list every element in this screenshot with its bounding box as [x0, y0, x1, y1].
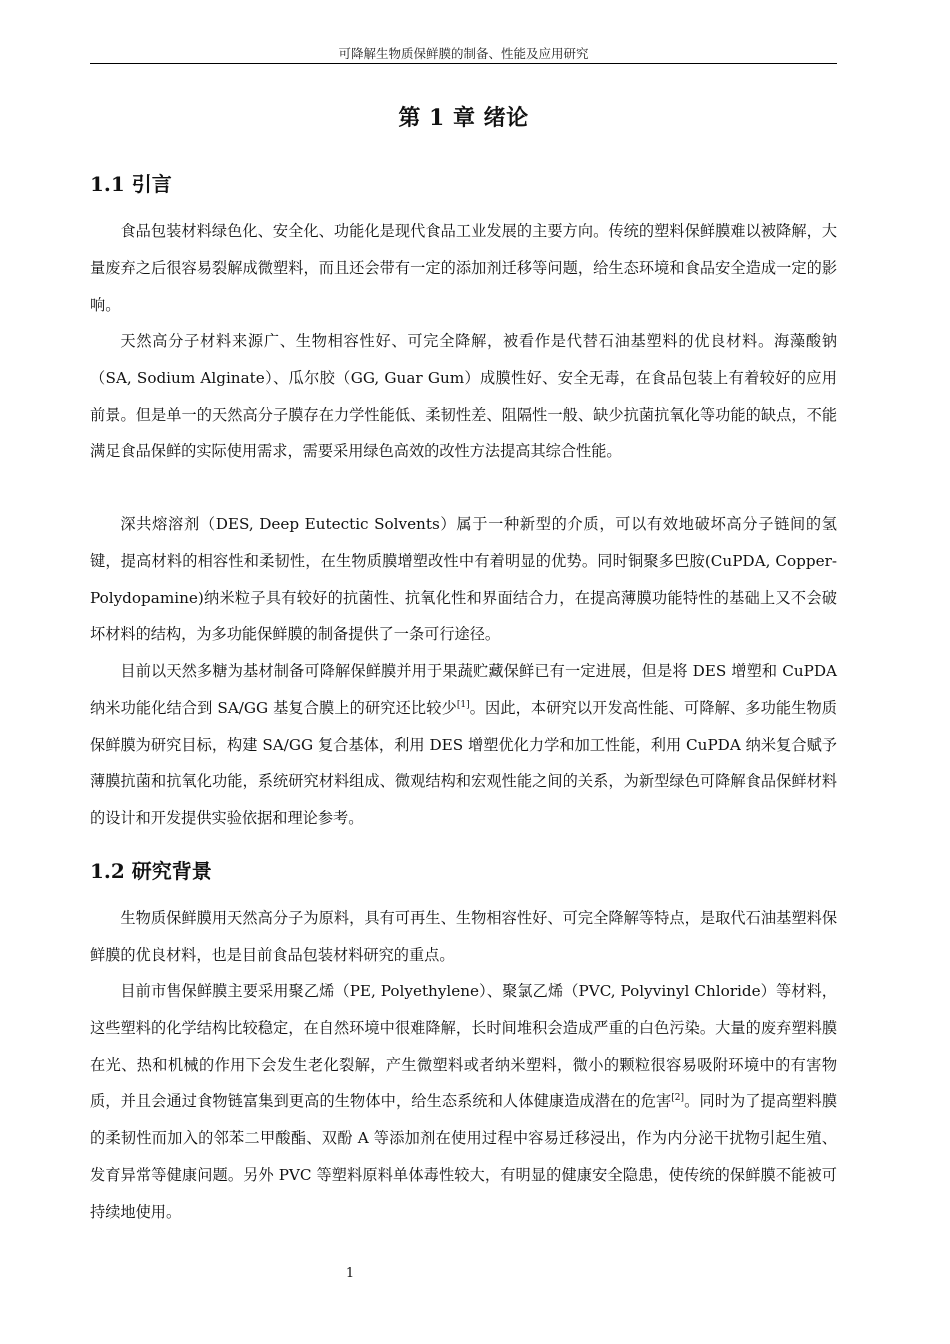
header-rule — [90, 63, 837, 64]
chapter-title: 第 1 章 绪论 — [398, 105, 529, 131]
section-heading-1-2: 1.2 研究背景 — [90, 859, 212, 883]
page-number: 1 — [345, 1266, 355, 1281]
citation-1[interactable]: [1] — [456, 699, 470, 710]
paragraph-background-1: 生物质保鲜膜用天然高分子为原料，具有可再生、生物相容性好、可完全降解等特点，是取代石油基塑料保鲜膜的优良材料，也是目前食品包装材料研究的重点。 — [90, 909, 837, 964]
paragraph-intro-3: 深共熔溶剂（DES, Deep Eutectic Solvents）属于一种新型的介质，可以有效地破坏高分子链间的氢键，提高材料的相容性和柔韧性，在生物质膜增塑改性中有着明显的优势。同时铜聚多巴胺(CuPDA, Copper-Polydopamine)纳米粒子具有较好的抗菌性、抗氧化性和界面结合力，在提高薄膜功能特性的基础上又不会破坏材料的结构，为多功能保鲜膜的制备提供了一条可行途径。 — [90, 515, 837, 644]
paragraph-intro-1: 食品包装材料绿色化、安全化、功能化是现代食品工业发展的主要方向。传统的塑料保鲜膜难以被降解，大量废弃之后很容易裂解成微塑料，而且还会带有一定的添加剂迁移等问题，给生态环境和食品安全造成一定的影响。 — [90, 222, 837, 314]
section-heading-1-1: 1.1 引言 — [90, 172, 172, 196]
paragraph-intro-4: 目前以天然多糖为基材制备可降解保鲜膜并用于果蔬贮藏保鲜已有一定进展，但是将 DES 增塑和 CuPDA 纳米功能化结合到 SA/GG 基复合膜上的研究还比较少[1]。因此，本研究以开发高性能、可降解、多功能生物质保鲜膜为研究目标，构建 SA/GG 复合基体，利用 DES 增塑优化力学和加工性能，利用 CuPDA 纳米复合赋予薄膜抗菌和抗氧化功能，系统研究材料组成、微观结构和宏观性能之间的关系，为新型绿色可降解食品保鲜材料的设计和开发提供实验依据和理论参考。 — [90, 662, 837, 828]
paragraph-intro-2: 天然高分子材料来源广、生物相容性好、可完全降解，被看作是代替石油基塑料的优良材料。海藻酸钠（SA, Sodium Alginate）、瓜尔胶（GG, Guar Gum）成膜性好、安全无毒，在食品包装上有着较好的应用前景。但是单一的天然高分子膜存在力学性能低、柔韧性差、阻隔性一般、缺少抗菌抗氧化等功能的缺点，不能满足食品保鲜的实际使用需求，需要采用绿色高效的改性方法提高其综合性能。 — [90, 332, 837, 461]
running-header: 可降解生物质保鲜膜的制备、性能及应用研究 — [338, 46, 589, 61]
paragraph-background-2: 目前市售保鲜膜主要采用聚乙烯（PE, Polyethylene）、聚氯乙烯（PVC, Polyvinyl Chloride）等材料，这些塑料的化学结构比较稳定，在自然环境中很难降解，长时间堆积会造成严重的白色污染。大量的废弃塑料膜在光、热和机械的作用下会发生老化裂解，产生微塑料或者纳米塑料，微小的颗粒很容易吸附环境中的有害物质，并且会通过食物链富集到更高的生物体中，给生态系统和人体健康造成潜在的危害[2]。同时为了提高塑料膜的柔韧性而加入的邻苯二甲酸酯、双酚 A 等添加剂在使用过程中容易迁移浸出，作为内分泌干扰物引起生殖、发育异常等健康问题。另外 PVC 等塑料原料单体毒性较大，有明显的健康安全隐患，使传统的保鲜膜不能被可持续地使用。 — [90, 982, 837, 1221]
citation-2[interactable]: [2] — [671, 1093, 685, 1104]
